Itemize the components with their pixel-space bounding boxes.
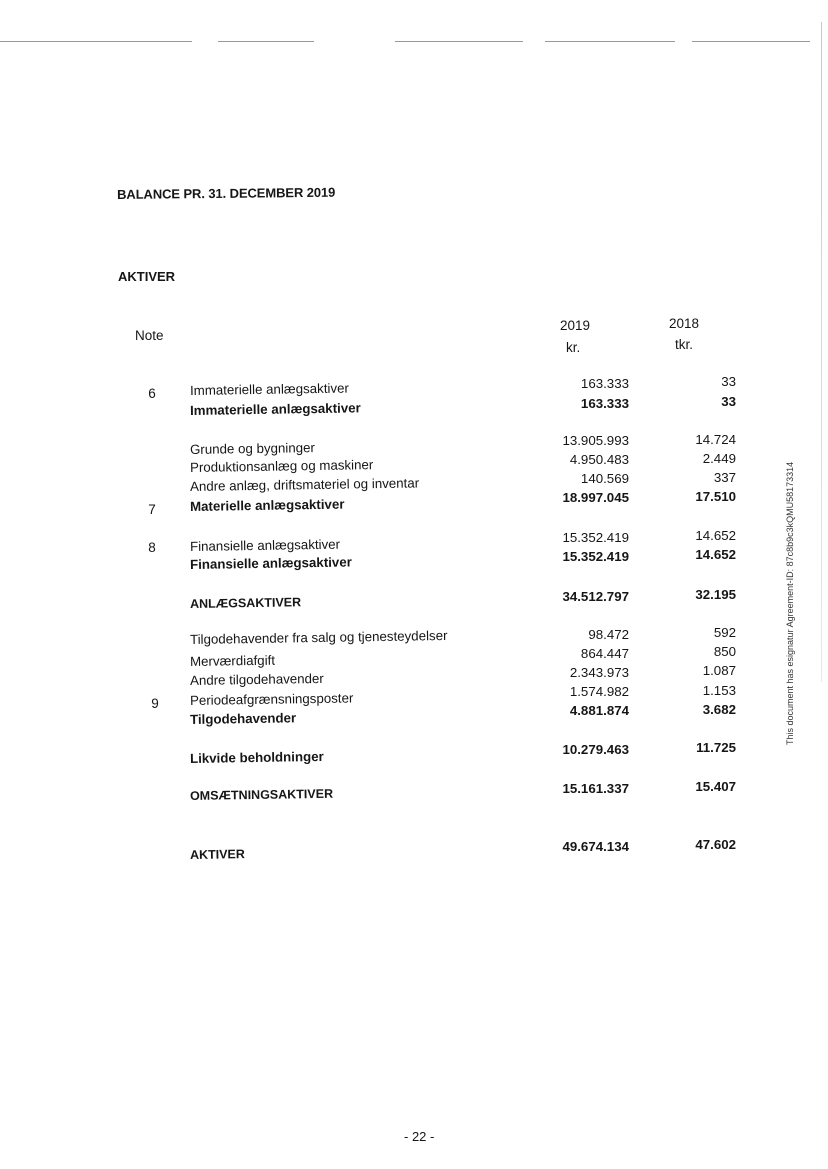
row-value-2019: 163.333 [580, 376, 629, 391]
row-value-2018: 592 [713, 625, 736, 640]
row-label: OMSÆTNINGSAKTIVER [189, 786, 334, 803]
row-value-2019: 2.343.973 [569, 665, 629, 680]
row-value-2019: 4.950.483 [569, 452, 629, 467]
row-label: Materielle anlægsaktiver [189, 496, 345, 514]
year-2019-header: 2019 [560, 318, 591, 333]
row-label: Merværdiafgift [189, 652, 276, 669]
row-value-2018: 14.652 [695, 547, 736, 562]
row-label: Likvide beholdninger [189, 748, 324, 766]
row-value-2018: 14.724 [695, 432, 736, 447]
row-value-2019: 98.472 [588, 627, 629, 642]
row-value-2018: 3.682 [702, 702, 736, 717]
note-number: 7 [148, 502, 156, 517]
unit-2019-header: kr. [566, 340, 581, 355]
page-number: - 22 - [404, 1129, 435, 1144]
note-column-header: Note [135, 328, 164, 343]
row-value-2018: 33 [721, 394, 736, 409]
row-value-2019: 34.512.797 [562, 589, 629, 604]
document-title: BALANCE PR. 31. DECEMBER 2019 [117, 184, 336, 202]
scan-artifact-edge [821, 22, 822, 682]
row-value-2018: 33 [721, 374, 736, 389]
scan-artifact-line [692, 41, 810, 42]
row-value-2018: 337 [713, 470, 736, 485]
row-label: Finansielle anlægsaktiver [189, 536, 341, 554]
row-value-2018: 47.602 [695, 837, 736, 852]
row-value-2019: 10.279.463 [562, 742, 629, 757]
scan-artifact-line [218, 41, 314, 42]
row-label: ANLÆGSAKTIVER [189, 595, 302, 611]
row-value-2018: 850 [713, 644, 736, 659]
row-value-2018: 11.725 [696, 740, 736, 755]
row-value-2019: 1.574.982 [569, 684, 629, 699]
row-label: Tilgodehavender [189, 710, 297, 727]
row-label: Immaterielle anlægsaktiver [189, 380, 349, 398]
row-label: Andre anlæg, driftsmateriel og inventar [189, 475, 420, 494]
section-heading: AKTIVER [118, 269, 176, 284]
row-label: AKTIVER [189, 847, 245, 862]
row-value-2018: 32.195 [695, 587, 736, 602]
row-label: Finansielle anlægsaktiver [189, 554, 352, 572]
note-number: 8 [148, 540, 156, 555]
row-value-2018: 1.087 [702, 663, 736, 678]
row-value-2019: 15.161.337 [562, 781, 629, 796]
row-value-2018: 14.652 [695, 528, 736, 543]
row-value-2019: 13.905.993 [562, 433, 629, 448]
unit-2018-header: tkr. [675, 337, 694, 352]
row-label: Immaterielle anlægsaktiver [189, 400, 361, 418]
row-value-2018: 1.153 [702, 683, 736, 698]
note-number: 9 [151, 696, 159, 711]
row-value-2019: 140.569 [580, 471, 629, 486]
row-label: Periodeafgrænsningsposter [189, 690, 354, 708]
row-value-2019: 49.674.134 [562, 839, 629, 854]
row-value-2019: 4.881.874 [569, 703, 629, 718]
row-value-2019: 18.997.045 [562, 490, 629, 505]
row-value-2018: 17.510 [695, 489, 736, 504]
row-label: Andre tilgodehavender [189, 670, 324, 688]
year-2018-header: 2018 [669, 316, 700, 331]
row-value-2018: 2.449 [702, 451, 736, 466]
scan-artifact-line [0, 41, 192, 42]
row-value-2019: 864.447 [580, 646, 629, 661]
note-number: 6 [148, 386, 156, 401]
row-label: Produktionsanlæg og maskiner [189, 457, 374, 475]
row-value-2019: 15.352.419 [562, 530, 629, 545]
row-value-2018: 15.407 [695, 779, 736, 794]
row-value-2019: 163.333 [580, 396, 629, 411]
row-label: Tilgodehavender fra salg og tjenesteydelser [189, 627, 448, 647]
scan-artifact-line [395, 41, 523, 42]
esignatur-side-note: This document has esignatur Agreement-ID: 87c8b9c3kQMU58173314 [785, 461, 795, 745]
row-value-2019: 15.352.419 [562, 549, 629, 564]
row-label: Grunde og bygninger [189, 440, 316, 457]
scan-artifact-line [545, 41, 675, 42]
